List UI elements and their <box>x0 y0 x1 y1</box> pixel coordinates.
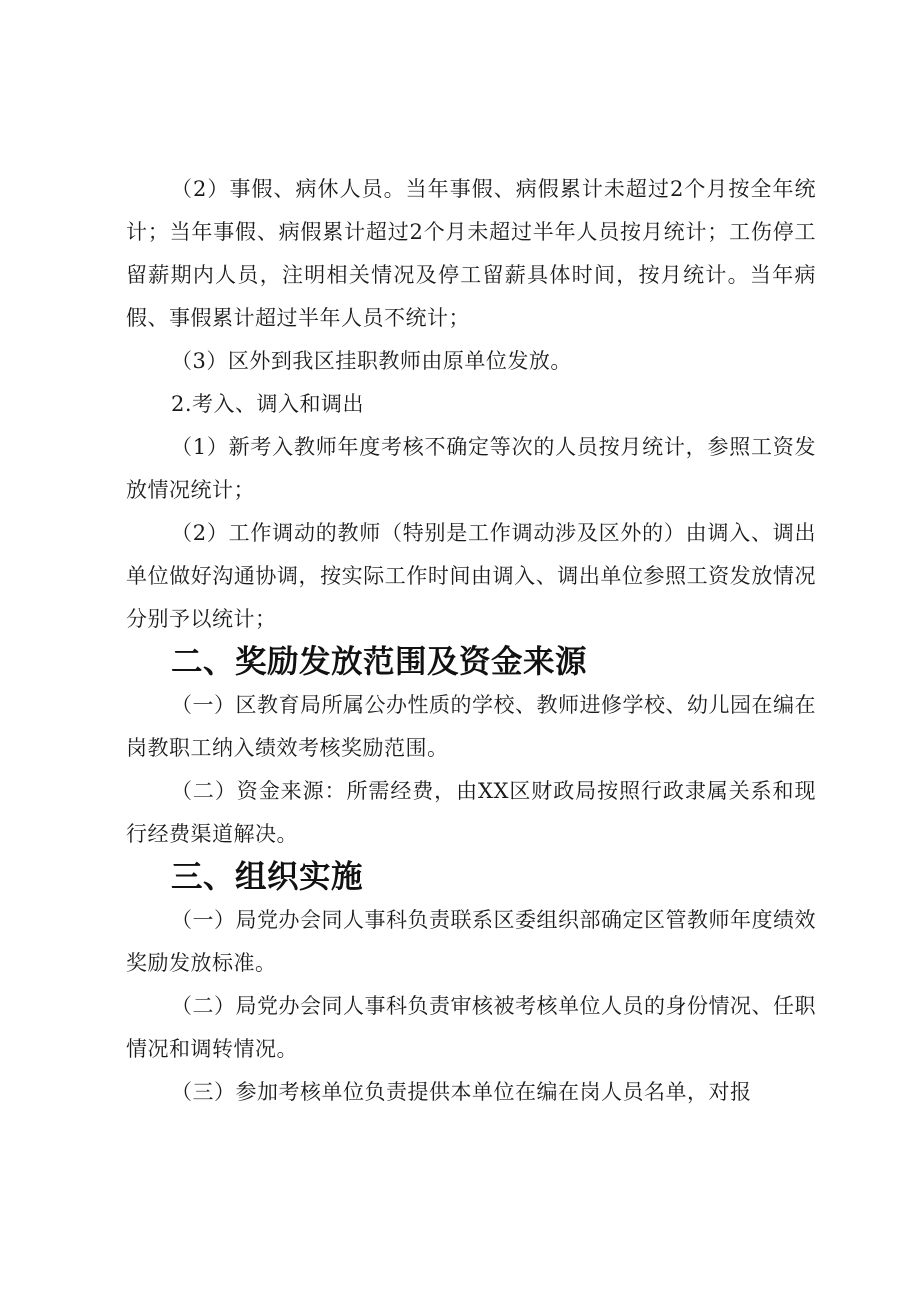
paragraph-transfer-title: 2.考入、调入和调出 <box>171 392 365 416</box>
paragraph-review: （二）局党办会同人事科负责审核被考核单位人员的身份情况、任职情况和调转情况。 <box>126 994 816 1061</box>
paragraph-scope: （一）区教育局所属公办性质的学校、教师进修学校、幼儿园在编在岗教职工纳入绩效考核奖励范围。 <box>126 693 816 760</box>
paragraph-new-teachers: （1）新考入教师年度考核不确定等次的人员按月统计，参照工资发放情况统计； <box>126 435 816 502</box>
section-heading-scope-funding: 二、奖励发放范围及资金来源 <box>171 644 588 680</box>
paragraph-funding: （二）资金来源：所需经费，由XX区财政局按照行政隶属关系和现行经费渠道解决。 <box>126 779 816 846</box>
paragraph-unit-list: （三）参加考核单位负责提供本单位在编在岗人员名单，对报 <box>171 1080 752 1104</box>
document-body <box>126 168 816 1114</box>
paragraph-transferred-teachers: （2）工作调动的教师（特别是工作调动涉及区外的）由调入、调出单位做好沟通协调，按实际工作时间由调入、调出单位参照工资发放情况分别予以统计； <box>126 521 816 631</box>
section-heading-implementation: 三、组织实施 <box>171 859 364 895</box>
paragraph-sick-leave: （2）事假、病休人员。当年事假、病假累计未超过2个月按全年统计；当年事假、病假累计超过2个月未超过半年人员按月统计；工伤停工留薪期内人员，注明相关情况及停工留薪具体时间，按月统计。当年病假、事假累计超过半年人员不统计； <box>126 177 816 330</box>
paragraph-external-teachers: （3）区外到我区挂职教师由原单位发放。 <box>171 349 572 373</box>
paragraph-standard: （一）局党办会同人事科负责联系区委组织部确定区管教师年度绩效奖励发放标准。 <box>126 908 816 975</box>
